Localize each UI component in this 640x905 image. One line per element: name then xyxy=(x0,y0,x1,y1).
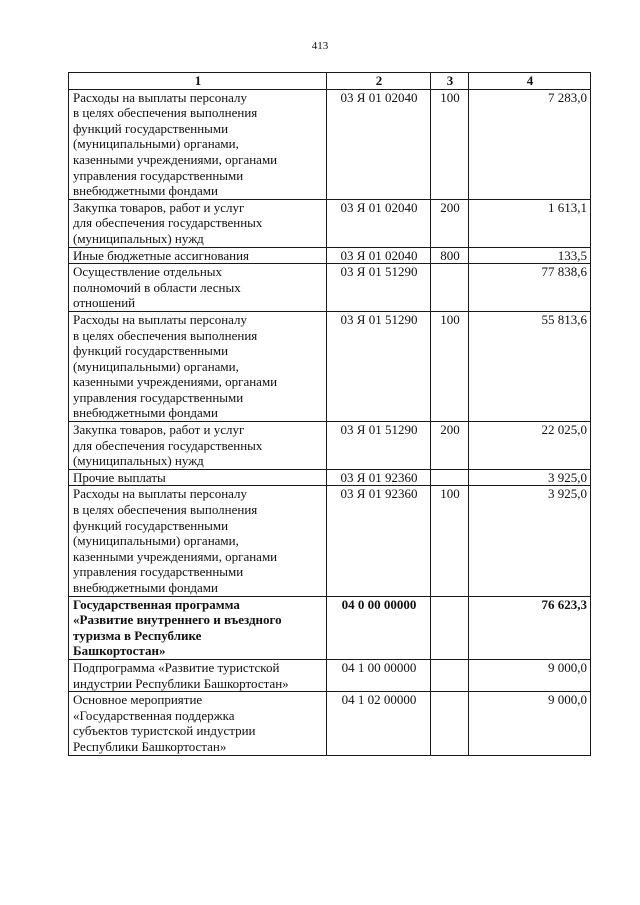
table-row xyxy=(69,264,591,312)
row-name: Закупка товаров, работ и услуг для обеспечения государственных (муниципальных) нужд xyxy=(69,199,327,247)
row-type: 200 xyxy=(431,199,469,247)
row-type xyxy=(431,469,469,486)
row-code: 03 Я 01 51290 xyxy=(327,422,431,470)
header-col-1: 1 xyxy=(69,73,327,90)
row-name: Иные бюджетные ассигнования xyxy=(69,247,327,264)
row-amount: 76 623,3 xyxy=(469,596,591,659)
row-code: 04 0 00 00000 xyxy=(327,596,431,659)
row-amount: 1 613,1 xyxy=(469,199,591,247)
table-row xyxy=(69,422,591,470)
row-amount: 3 925,0 xyxy=(469,469,591,486)
row-name: Прочие выплаты xyxy=(69,469,327,486)
table-row xyxy=(69,311,591,421)
table-row xyxy=(69,247,591,264)
table-body xyxy=(69,89,591,755)
row-amount: 133,5 xyxy=(469,247,591,264)
row-name: Закупка товаров, работ и услуг для обеспечения государственных (муниципальных) нужд xyxy=(69,422,327,470)
row-name: Осуществление отдельных полномочий в области лесных отношений xyxy=(69,264,327,312)
table-header-row xyxy=(69,73,591,90)
row-amount: 9 000,0 xyxy=(469,692,591,755)
row-name: Расходы на выплаты персоналу в целях обеспечения выполнения функций государственными (муниципальными) органами, казенными учреждениями, органами управления государственными внебюджетными фондами xyxy=(69,311,327,421)
row-name: Подпрограмма «Развитие туристской индустрии Республики Башкортостан» xyxy=(69,659,327,691)
row-type: 100 xyxy=(431,89,469,199)
row-name: Основное мероприятие «Государственная поддержка субъектов туристской индустрии Республики Башкортостан» xyxy=(69,692,327,755)
row-code: 03 Я 01 51290 xyxy=(327,311,431,421)
row-amount: 3 925,0 xyxy=(469,486,591,596)
table-row xyxy=(69,469,591,486)
table-row xyxy=(69,692,591,755)
row-code: 03 Я 01 02040 xyxy=(327,89,431,199)
header-col-4: 4 xyxy=(469,73,591,90)
row-type: 100 xyxy=(431,486,469,596)
row-code: 03 Я 01 02040 xyxy=(327,247,431,264)
budget-table xyxy=(68,72,591,756)
row-code: 04 1 02 00000 xyxy=(327,692,431,755)
row-code: 03 Я 01 02040 xyxy=(327,199,431,247)
table-row xyxy=(69,486,591,596)
row-type xyxy=(431,596,469,659)
row-code: 03 Я 01 92360 xyxy=(327,486,431,596)
row-type xyxy=(431,692,469,755)
row-amount: 9 000,0 xyxy=(469,659,591,691)
table-row-program xyxy=(69,596,591,659)
row-amount: 7 283,0 xyxy=(469,89,591,199)
row-code: 04 1 00 00000 xyxy=(327,659,431,691)
row-type: 200 xyxy=(431,422,469,470)
row-type: 800 xyxy=(431,247,469,264)
page-number: 413 xyxy=(311,40,329,52)
row-amount: 55 813,6 xyxy=(469,311,591,421)
table-row xyxy=(69,89,591,199)
row-type xyxy=(431,659,469,691)
row-type: 100 xyxy=(431,311,469,421)
row-amount: 77 838,6 xyxy=(469,264,591,312)
row-code: 03 Я 01 51290 xyxy=(327,264,431,312)
row-amount: 22 025,0 xyxy=(469,422,591,470)
row-type xyxy=(431,264,469,312)
table-row xyxy=(69,659,591,691)
row-name: Расходы на выплаты персоналу в целях обеспечения выполнения функций государственными (муниципальными) органами, казенными учреждениями, органами управления государственными внебюджетными фондами xyxy=(69,89,327,199)
row-name: Расходы на выплаты персоналу в целях обеспечения выполнения функций государственными (муниципальными) органами, казенными учреждениями, органами управления государственными внебюджетными фондами xyxy=(69,486,327,596)
row-name: Государственная программа «Развитие внутреннего и въездного туризма в Республике Башкортостан» xyxy=(69,596,327,659)
header-col-2: 2 xyxy=(327,73,431,90)
row-code: 03 Я 01 92360 xyxy=(327,469,431,486)
header-col-3: 3 xyxy=(431,73,469,90)
table-row xyxy=(69,199,591,247)
